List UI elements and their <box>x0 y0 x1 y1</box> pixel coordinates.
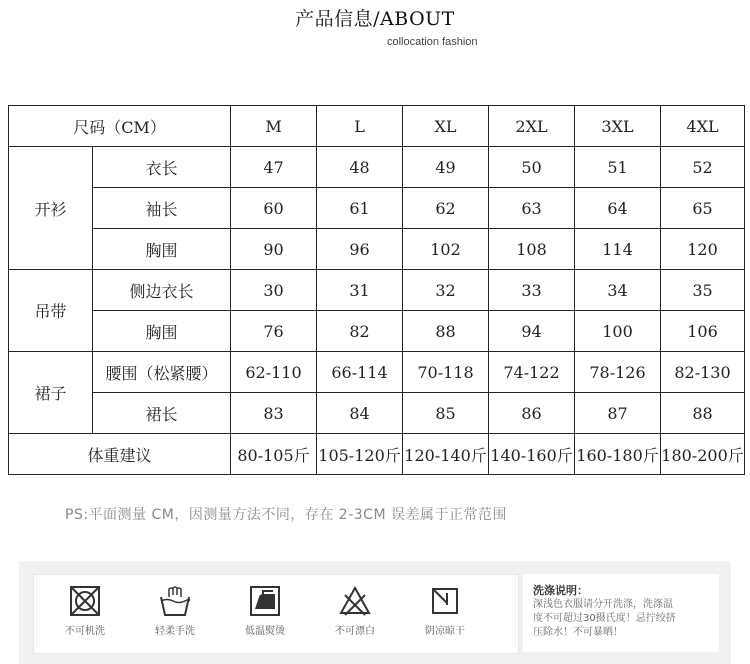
table-cell: 83 <box>231 393 317 434</box>
header-size-3xl: 3XL <box>575 106 661 147</box>
table-cell: 108 <box>489 229 575 270</box>
table-cell: 114 <box>575 229 661 270</box>
low-temp-iron-icon <box>230 583 300 619</box>
table-cell: 105-120斤 <box>317 434 403 475</box>
table-cell: 80-105斤 <box>231 434 317 475</box>
group-label-cardigan: 开衫 <box>9 147 93 270</box>
header-size-m: M <box>231 106 317 147</box>
care-item-shade-dry <box>410 583 480 637</box>
header-size-4xl: 4XL <box>661 106 745 147</box>
shade-dry-icon <box>410 583 480 619</box>
table-cell: 160-180斤 <box>575 434 661 475</box>
care-item-no-machine-wash <box>50 583 120 637</box>
table-cell: 87 <box>575 393 661 434</box>
group-label-skirt: 裙子 <box>9 352 93 434</box>
table-cell: 70-118 <box>403 352 489 393</box>
size-table <box>8 105 745 475</box>
weight-row <box>9 434 745 475</box>
table-cell: 65 <box>661 188 745 229</box>
table-cell: 50 <box>489 147 575 188</box>
table-cell: 82 <box>317 311 403 352</box>
table-row <box>9 352 745 393</box>
table-cell: 102 <box>403 229 489 270</box>
header-size-2xl: 2XL <box>489 106 575 147</box>
table-cell: 85 <box>403 393 489 434</box>
group-label-camisole: 吊带 <box>9 270 93 352</box>
table-cell: 62 <box>403 188 489 229</box>
care-label: 轻柔手洗 <box>155 626 195 637</box>
table-cell: 78-126 <box>575 352 661 393</box>
care-icons-box <box>33 574 519 654</box>
table-row <box>9 229 745 270</box>
row-label: 侧边衣长 <box>93 270 231 311</box>
table-row <box>9 188 745 229</box>
gentle-hand-wash-icon <box>140 583 210 619</box>
table-row <box>9 311 745 352</box>
wash-line: 度不可超过30摄氏度！忌拧绞挤 <box>533 613 676 624</box>
table-cell: 61 <box>317 188 403 229</box>
table-cell: 35 <box>661 270 745 311</box>
header-size-l: L <box>317 106 403 147</box>
table-cell: 31 <box>317 270 403 311</box>
table-cell: 120 <box>661 229 745 270</box>
table-cell: 88 <box>403 311 489 352</box>
care-label: 阴凉晾干 <box>425 626 465 637</box>
care-label: 不可漂白 <box>335 626 375 637</box>
table-cell: 94 <box>489 311 575 352</box>
row-label: 胸围 <box>93 229 231 270</box>
table-cell: 47 <box>231 147 317 188</box>
care-panel <box>19 561 731 664</box>
wash-line: 深浅色衣服请分开洗涤，洗涤温 <box>533 599 673 610</box>
table-cell: 66-114 <box>317 352 403 393</box>
table-cell: 32 <box>403 270 489 311</box>
table-cell: 49 <box>403 147 489 188</box>
table-cell: 140-160斤 <box>489 434 575 475</box>
wash-instructions <box>523 574 719 652</box>
page-subtitle: collocation fashion <box>387 36 478 48</box>
measurement-note: PS:平面测量 CM，因测量方法不同，存在 2-3CM 误差属于正常范围 <box>65 507 507 523</box>
table-cell: 48 <box>317 147 403 188</box>
wash-title: 洗涤说明： <box>533 584 588 597</box>
table-cell: 51 <box>575 147 661 188</box>
weight-row-label: 体重建议 <box>9 434 231 475</box>
wash-line: 压除水！不可暴晒！ <box>533 627 623 638</box>
table-cell: 120-140斤 <box>403 434 489 475</box>
row-label: 胸围 <box>93 311 231 352</box>
care-item-no-bleach <box>320 583 390 637</box>
table-row <box>9 147 745 188</box>
table-cell: 62-110 <box>231 352 317 393</box>
table-cell: 76 <box>231 311 317 352</box>
table-cell: 34 <box>575 270 661 311</box>
row-label: 衣长 <box>93 147 231 188</box>
care-label: 不可机洗 <box>65 626 105 637</box>
care-item-low-iron <box>230 583 300 637</box>
no-machine-wash-icon <box>50 583 120 619</box>
table-cell: 52 <box>661 147 745 188</box>
table-cell: 63 <box>489 188 575 229</box>
table-cell: 90 <box>231 229 317 270</box>
table-cell: 33 <box>489 270 575 311</box>
table-cell: 64 <box>575 188 661 229</box>
table-cell: 106 <box>661 311 745 352</box>
table-cell: 180-200斤 <box>661 434 745 475</box>
care-item-hand-wash <box>140 583 210 637</box>
table-cell: 84 <box>317 393 403 434</box>
table-cell: 30 <box>231 270 317 311</box>
no-bleach-icon <box>320 583 390 619</box>
wash-text <box>533 598 713 640</box>
table-cell: 60 <box>231 188 317 229</box>
table-row <box>9 393 745 434</box>
table-cell: 82-130 <box>661 352 745 393</box>
page-title: 产品信息/ABOUT <box>295 8 455 30</box>
row-label: 袖长 <box>93 188 231 229</box>
table-row <box>9 270 745 311</box>
row-label: 裙长 <box>93 393 231 434</box>
row-label: 腰围（松紧腰） <box>93 352 231 393</box>
table-cell: 88 <box>661 393 745 434</box>
table-cell: 100 <box>575 311 661 352</box>
table-cell: 86 <box>489 393 575 434</box>
care-label: 低温熨烫 <box>245 626 285 637</box>
table-cell: 74-122 <box>489 352 575 393</box>
table-header-row <box>9 106 745 147</box>
table-cell: 96 <box>317 229 403 270</box>
header-size-cell: 尺码（CM） <box>9 106 231 147</box>
header-size-xl: XL <box>403 106 489 147</box>
